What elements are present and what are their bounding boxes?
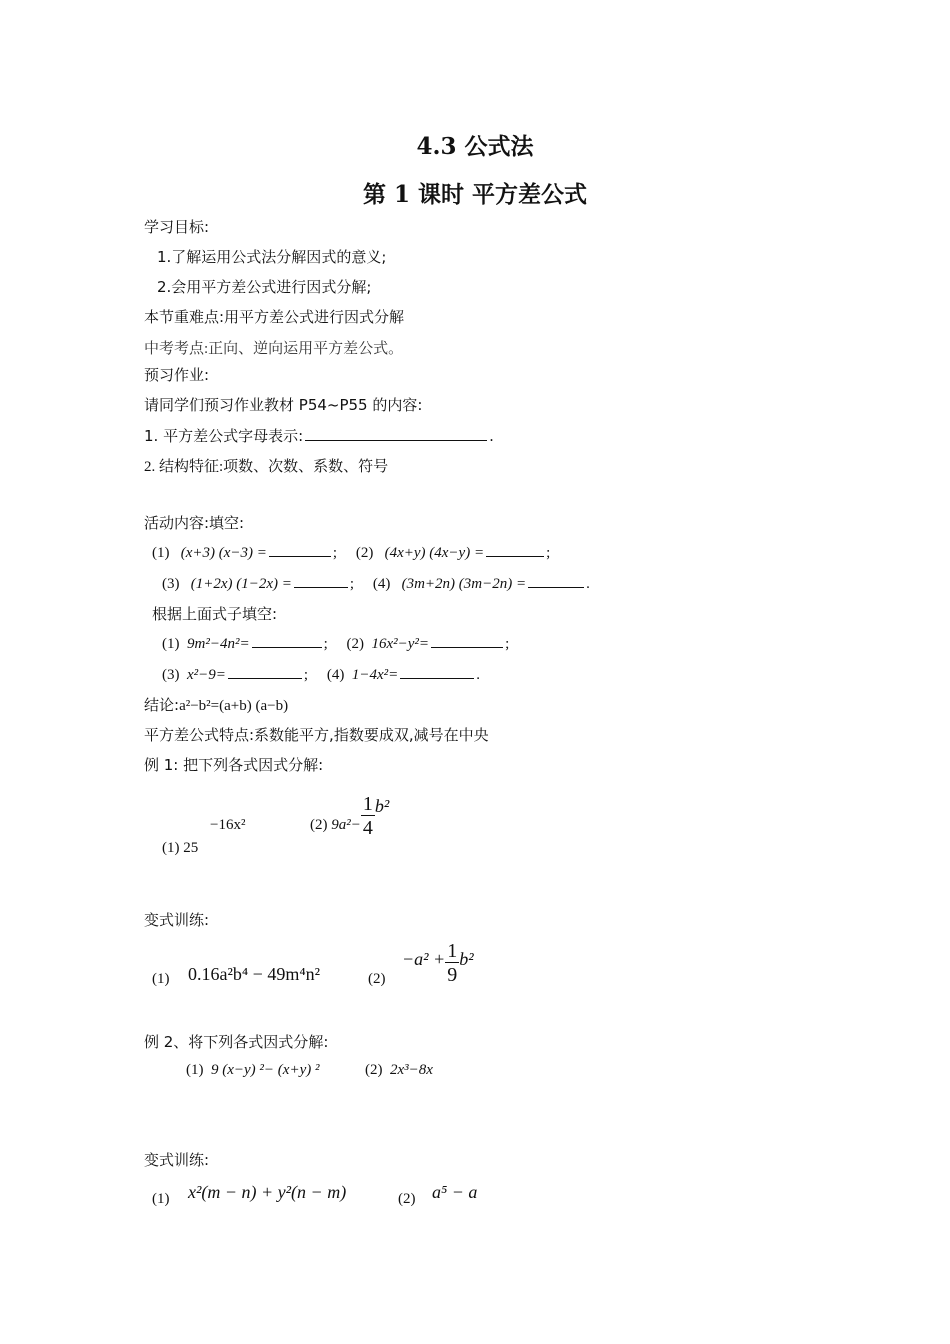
objectives-heading: 学习目标: <box>144 218 210 236</box>
activity-row-1 <box>152 542 550 562</box>
item-label: (3) <box>162 576 180 592</box>
punctuation: ; <box>332 545 338 561</box>
answer-blank[interactable] <box>305 426 487 441</box>
answer-blank[interactable] <box>228 664 302 679</box>
punctuation: ; <box>505 636 510 652</box>
item-label: (2) <box>364 1062 383 1078</box>
preview-instruction: 请同学们预习作业教材 P54~P55 的内容: <box>144 396 423 414</box>
fraction <box>445 941 459 985</box>
example-1-heading: 例 1: 把下列各式因式分解: <box>144 756 324 774</box>
lesson-subtitle: 第 1 课时 平方差公式 <box>362 181 588 208</box>
example-1-problem-2 <box>310 788 389 844</box>
objective-item: 2.会用平方差公式进行因式分解; <box>157 278 372 296</box>
math-expression: b² <box>459 948 474 969</box>
conclusion-label: 结论: <box>144 696 180 714</box>
item-label: (3) <box>162 667 180 683</box>
practice-2-problem-2-expression: a⁵ − a <box>432 1182 478 1202</box>
answer-blank[interactable] <box>431 633 503 648</box>
preview-heading: 预习作业: <box>144 366 210 384</box>
fraction-numerator: 1 <box>362 793 373 815</box>
exam-point: 中考考点:正向、逆向运用平方差公式。 <box>144 341 404 357</box>
answer-blank[interactable] <box>269 542 331 557</box>
practice-1-problem-1-expression: 0.16a²b⁴ − 49m⁴n² <box>188 964 320 984</box>
punctuation: ; <box>546 545 551 561</box>
activity-row-2 <box>162 573 590 593</box>
item-label: (4) <box>326 667 345 683</box>
objective-item: 1.了解运用公式法分解因式的意义; <box>157 248 387 266</box>
punctuation: ; <box>303 667 309 683</box>
item-label: (1) <box>186 1062 204 1078</box>
activity-heading: 活动内容:填空: <box>144 514 245 532</box>
key-point: 本节重难点:用平方差公式进行因式分解 <box>144 308 405 326</box>
item-label: (2) <box>310 816 328 833</box>
punctuation: . <box>476 667 480 683</box>
example-2-heading: 例 2、将下列各式因式分解: <box>144 1033 329 1051</box>
conclusion <box>144 694 288 715</box>
math-expression: x²−9= <box>187 667 226 683</box>
fraction-numerator: 1 <box>447 940 458 962</box>
practice-2-heading: 变式训练: <box>144 1151 210 1169</box>
example-1-problem-1-label: (1) 25 <box>162 840 199 856</box>
math-expression: b² <box>374 795 390 816</box>
item-label: (2) <box>355 545 374 561</box>
item-label: (1) <box>152 545 170 561</box>
punctuation: ; <box>323 636 328 652</box>
preview-question-2: 2. 结构特征:项数、次数、系数、符号 <box>144 459 389 475</box>
answer-blank[interactable] <box>400 664 474 679</box>
fill-row-2 <box>162 664 480 684</box>
punctuation: ; <box>349 576 355 592</box>
answer-blank[interactable] <box>252 633 322 648</box>
preview-q1-text: 1. 平方差公式字母表示: <box>144 427 304 445</box>
fraction-denominator: 9 <box>447 964 458 986</box>
fraction <box>361 794 375 838</box>
practice-2-problem-1-label: (1) <box>152 1191 170 1207</box>
math-expression: (1+2x) (1−2x) = <box>190 576 292 592</box>
example-1-problem-1-expression: −16x² <box>210 817 246 833</box>
math-expression: 9m²−4n²= <box>187 636 250 652</box>
item-label: (4) <box>372 576 391 592</box>
answer-blank[interactable] <box>294 573 348 588</box>
preview-question-1 <box>144 425 494 446</box>
practice-2-problem-1-expression: x²(m − n) + y²(n − m) <box>188 1182 347 1202</box>
math-expression: (3m+2n) (3m−2n) = <box>401 576 527 592</box>
item-label: (1) <box>162 636 180 652</box>
answer-blank[interactable] <box>528 573 584 588</box>
fill-heading: 根据上面式子填空: <box>152 605 278 623</box>
math-expression: 16x²−y²= <box>371 636 430 652</box>
page-title: 4.3 公式法 <box>416 133 534 160</box>
practice-1-problem-2 <box>402 938 474 988</box>
practice-1-problem-1-label: (1) <box>152 971 170 987</box>
math-expression: 2x³−8x <box>389 1062 433 1078</box>
math-expression: 9a²− <box>331 816 361 833</box>
item-label: (2) <box>346 636 364 652</box>
example-2-problems <box>186 1062 433 1079</box>
practice-2-problem-2-label: (2) <box>398 1191 416 1207</box>
formula-feature: 平方差公式特点:系数能平方,指数要成双,减号在中央 <box>144 726 489 744</box>
math-expression: −a² + <box>402 948 446 969</box>
math-expression: 9 (x−y) ²− (x+y) ² <box>211 1062 320 1078</box>
fraction-denominator: 4 <box>362 817 373 839</box>
answer-blank[interactable] <box>486 542 544 557</box>
punctuation: . <box>586 576 590 592</box>
math-expression: 1−4x²= <box>351 667 399 683</box>
practice-1-problem-2-label: (2) <box>368 971 386 987</box>
practice-1-heading: 变式训练: <box>144 911 210 929</box>
math-expression: (x+3) (x−3) = <box>180 545 267 561</box>
fill-row-1 <box>162 633 509 653</box>
math-expression: (4x+y) (4x−y) = <box>384 545 485 561</box>
conclusion-formula: a²−b²=(a+b) (a−b) <box>179 698 289 714</box>
preview-q1-end: . <box>489 427 494 445</box>
